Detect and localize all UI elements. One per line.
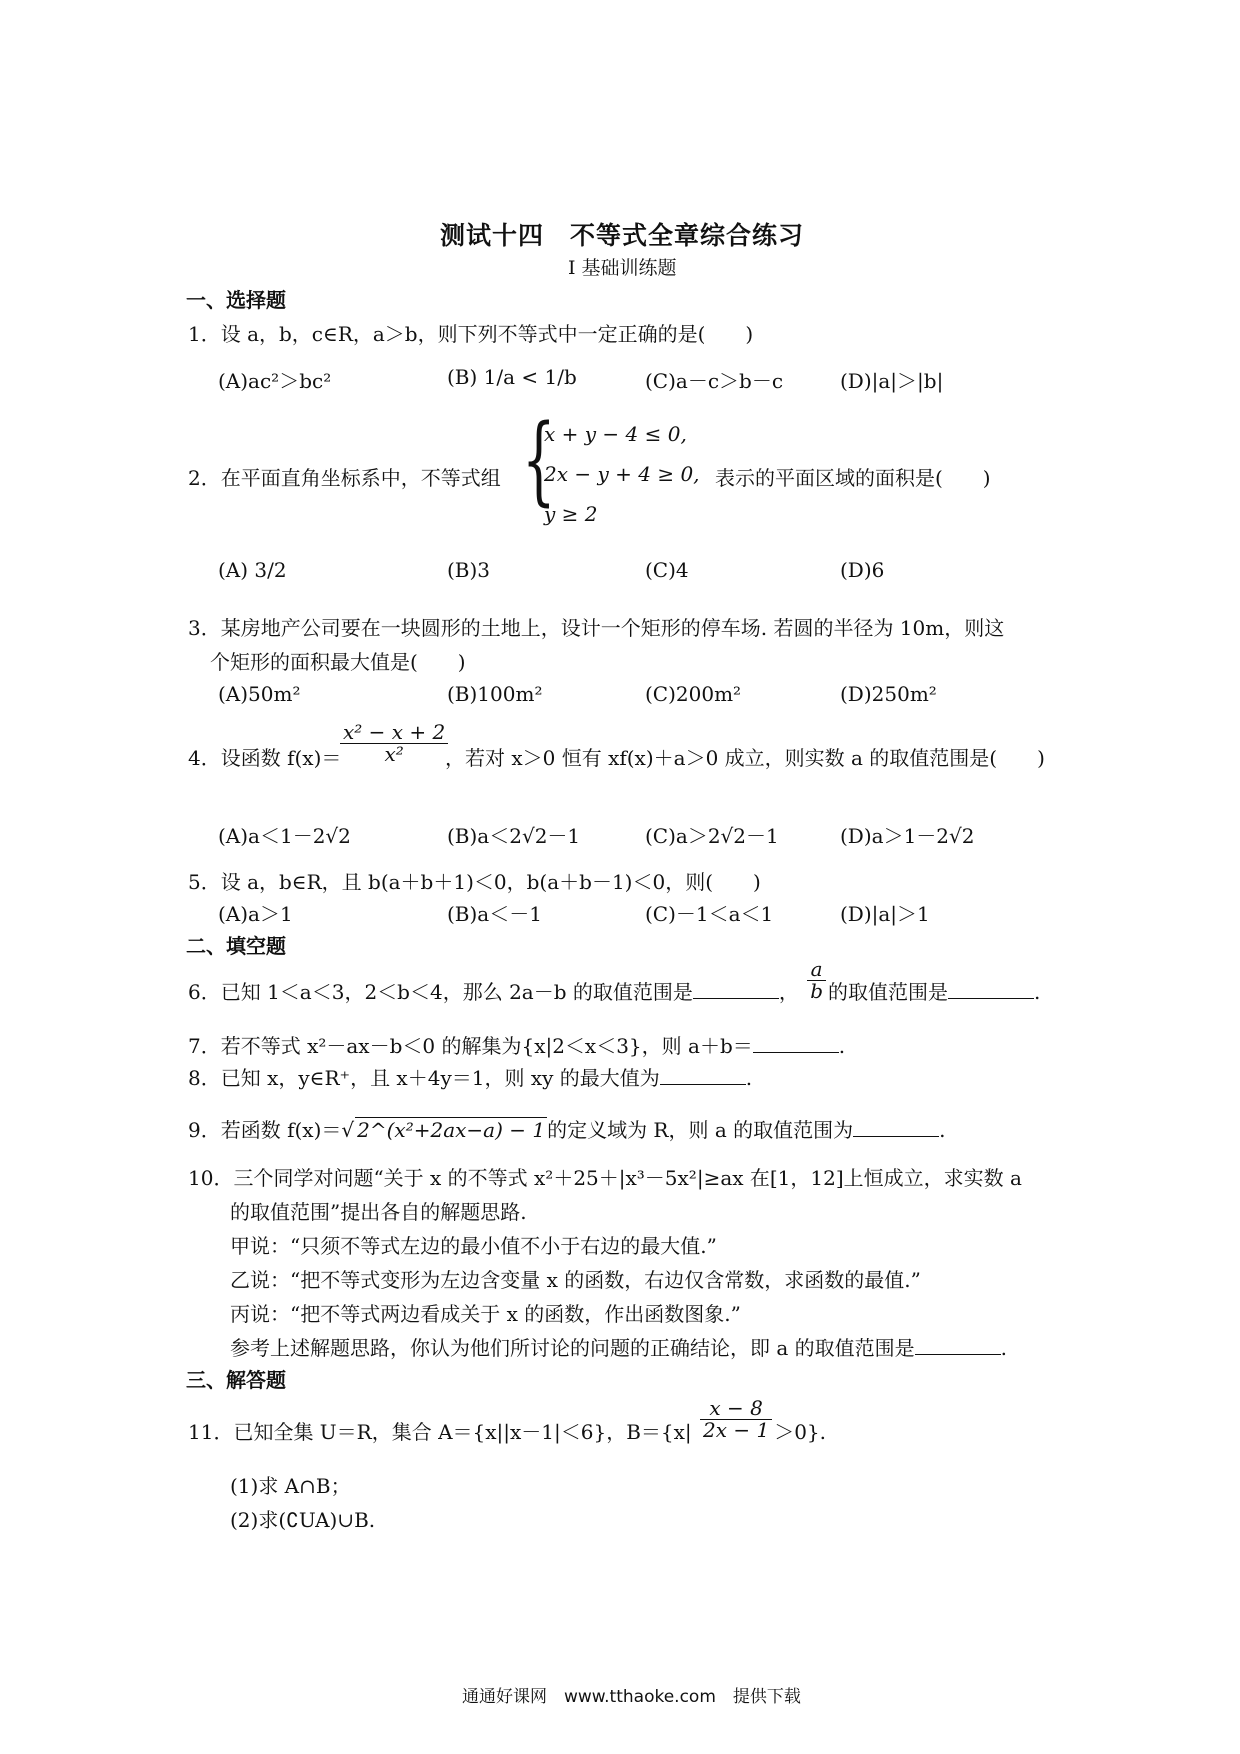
q6-fraction-denominator: b <box>810 979 824 1003</box>
q5-option-b: (B)a＜－1 <box>447 902 542 926</box>
q4-fraction <box>338 722 450 765</box>
question-3-line-1: 3．某房地产公司要在一块圆形的土地上，设计一个矩形的停车场. 若圆的半径为 10m，则这 <box>188 616 1005 640</box>
q6-answer-blank-2[interactable] <box>948 980 1034 999</box>
q8-answer-blank[interactable] <box>660 1066 746 1085</box>
section-heading-solve: 三、解答题 <box>186 1368 286 1392</box>
system-brace: { <box>522 404 556 516</box>
q3-option-b: (B)100m² <box>447 682 543 706</box>
q5-option-c: (C)－1＜a＜1 <box>645 902 774 926</box>
q10-answer-blank[interactable] <box>915 1336 1001 1355</box>
q9-suffix: 的定义域为 R，则 a 的取值范围为 <box>547 1118 854 1142</box>
q5-option-a: (A)a＞1 <box>218 902 293 926</box>
question-7-stem: 7．若不等式 x²－ax－b＜0 的解集为{x|2＜x＜3}，则 a＋b＝ . <box>188 1034 846 1058</box>
q4-option-d: (D)a＞1－2√2 <box>840 824 975 848</box>
question-3-line-2: 个矩形的面积最大值是( ) <box>210 650 466 674</box>
q6-mid: ， <box>778 980 799 1004</box>
question-4-prefix: 4．设函数 f(x)＝ <box>188 746 342 770</box>
q6-prefix: 6．已知 1＜a＜3，2＜b＜4，那么 2a－b 的取值范围是 <box>188 980 693 1004</box>
q7-text: 7．若不等式 x²－ax－b＜0 的解集为{x|2＜x＜3}，则 a＋b＝ <box>188 1034 753 1058</box>
question-9-stem: 9．若函数 f(x)＝√ 2^(x²+2ax−a) − 1 的定义域为 R，则 a 的取值范围为 . <box>188 1118 946 1142</box>
question-6-stem: 6．已知 1＜a＜3，2＜b＜4，那么 2a－b 的取值范围是 ， $\frac{a}{b}$ 的取值范围是 . <box>188 957 1041 1004</box>
q9-answer-blank[interactable] <box>853 1118 939 1137</box>
q2-option-c: (C)4 <box>645 558 689 582</box>
q10-conclusion-text: 参考上述解题思路，你认为他们所讨论的问题的正确结论，即 a 的取值范围是 <box>230 1336 915 1360</box>
q2-system-line-1: x + y − 4 ≤ 0, <box>544 422 687 446</box>
q4-fraction-numerator: x² − x + 2 <box>340 722 448 744</box>
question-10-line-6: 参考上述解题思路，你认为他们所讨论的问题的正确结论，即 a 的取值范围是 . <box>230 1336 1007 1360</box>
q4-option-a: (A)a＜1－2√2 <box>218 824 351 848</box>
q1-option-c: (C)a－c＞b－c <box>645 369 784 393</box>
q5-option-d: (D)|a|＞1 <box>840 902 930 926</box>
q4-fraction-denominator: x² <box>384 742 404 766</box>
q2-option-b: (B)3 <box>447 558 491 582</box>
q3-option-a: (A)50m² <box>218 682 301 706</box>
q11-suffix: ＞0}. <box>774 1420 827 1444</box>
page-subtitle: Ⅰ 基础训练题 <box>568 257 677 279</box>
question-11-part-1: (1)求 A∩B； <box>230 1474 351 1498</box>
q4-option-b: (B)a＜2√2－1 <box>447 824 581 848</box>
q1-option-a: (A)ac²＞bc² <box>218 369 332 393</box>
question-10-line-5: 丙说：“把不等式两边看成关于 x 的函数，作出函数图象.” <box>230 1302 741 1326</box>
q3-option-c: (C)200m² <box>645 682 742 706</box>
q2-system-line-3: y ≥ 2 <box>544 502 598 526</box>
question-8-stem: 8．已知 x，y∈R⁺，且 x＋4y＝1，则 xy 的最大值为 . <box>188 1066 753 1090</box>
question-4-suffix: ，若对 x＞0 恒有 xf(x)＋a＞0 成立，则实数 a 的取值范围是( ) <box>445 746 1045 770</box>
question-10-line-2: 的取值范围”提出各自的解题思路. <box>230 1200 527 1224</box>
q9-prefix: 9．若函数 f(x)＝ <box>188 1118 342 1142</box>
page-title: 测试十四 不等式全章综合练习 <box>440 221 805 250</box>
q11-prefix: 11．已知全集 U＝R，集合 A＝{x||x－1|＜6}，B＝{x| <box>188 1420 692 1444</box>
q6-fraction-numerator: a <box>807 959 826 981</box>
q2-option-a: (A) 3/2 <box>218 558 287 582</box>
question-11-part-2: (2)求(∁UA)∪B. <box>230 1508 376 1532</box>
q2-system-line-2: 2x − y + 4 ≥ 0, <box>544 462 700 486</box>
q6-answer-blank-1[interactable] <box>693 980 779 999</box>
q1-option-d: (D)|a|＞|b| <box>840 369 944 393</box>
q11-fraction-numerator: x − 8 <box>700 1398 772 1420</box>
section-heading-fill: 二、填空题 <box>186 934 286 958</box>
q6-suffix: 的取值范围是 <box>828 980 949 1004</box>
question-1-stem: 1．设 a，b，c∈R，a＞b，则下列不等式中一定正确的是( ) <box>188 322 754 346</box>
q2-stem-suffix: 表示的平面区域的面积是( ) <box>715 466 991 490</box>
question-2-prefix: 2．在平面直角坐标系中，不等式组 <box>188 466 501 490</box>
q4-option-c: (C)a＞2√2－1 <box>645 824 779 848</box>
q9-radicand: 2^(x²+2ax−a) − 1 <box>357 1118 546 1142</box>
q11-fraction-denominator: 2x − 1 <box>703 1418 770 1442</box>
question-10-line-4: 乙说：“把不等式变形为左边含变量 x 的函数，右边仅含常数，求函数的最值.” <box>230 1268 921 1292</box>
q3-option-d: (D)250m² <box>840 682 937 706</box>
q1-option-b: (B) 1/a < 1/b <box>447 365 577 389</box>
question-10-line-3: 甲说：“只须不等式左边的最小值不小于右边的最大值.” <box>230 1234 717 1258</box>
question-5-stem: 5．设 a，b∈R，且 b(a＋b＋1)＜0，b(a＋b－1)＜0，则( ) <box>188 870 761 894</box>
section-heading-choice: 一、选择题 <box>186 288 286 312</box>
page-footer: 通通好课网 www.tthaoke.com 提供下载 <box>462 1687 801 1707</box>
q7-answer-blank[interactable] <box>753 1034 839 1053</box>
question-10-line-1: 10．三个同学对问题“关于 x 的不等式 x²＋25＋|x³－5x²|≥ax 在[1，12]上恒成立，求实数 a <box>188 1166 1022 1190</box>
question-11-stem <box>188 1396 827 1445</box>
q8-text: 8．已知 x，y∈R⁺，且 x＋4y＝1，则 xy 的最大值为 <box>188 1066 660 1090</box>
q2-option-d: (D)6 <box>840 558 885 582</box>
